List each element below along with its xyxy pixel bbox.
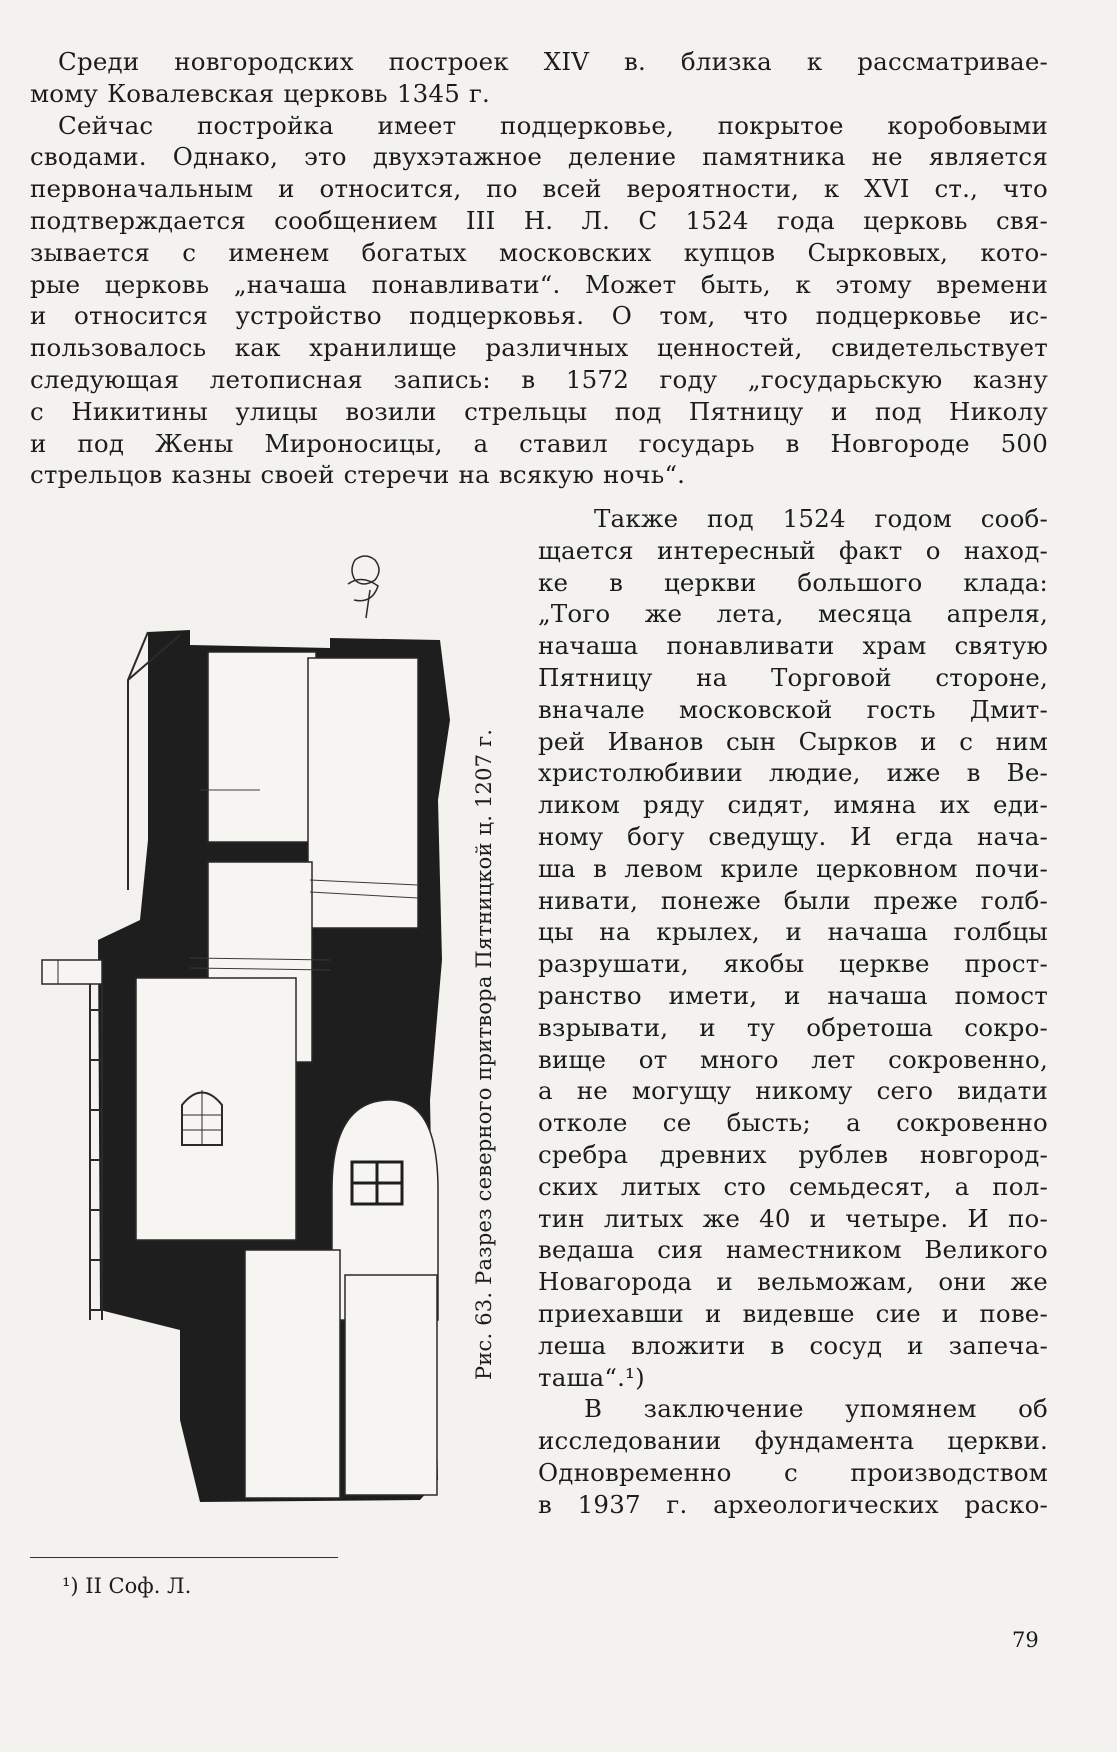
text-line: таша“.¹) <box>538 1362 645 1392</box>
text-line: с Никитины улицы возили стрельцы под Пятницу и под Николу <box>30 396 1048 426</box>
text-line: исследовании фундамента церкви. <box>538 1426 1048 1456</box>
text-line: вначале московской гость Дмит- <box>538 694 1048 724</box>
text-line: христолюбивии людие, иже в Ве- <box>538 758 1048 788</box>
text-line: „Того же лета, месяца апреля, <box>538 599 1048 629</box>
text-line: Новагорода и вельможам, они же <box>538 1267 1048 1297</box>
text-line: Также под 1524 годом сооб- <box>594 504 1048 533</box>
text-line: ша в левом криле церковном почи- <box>538 853 1048 883</box>
text-line: разрушати, якобы церкве прост- <box>538 949 1048 979</box>
text-line: рые церковь „начаша понавливати“. Может быть, к этому времени <box>30 269 1048 299</box>
right-column-text <box>538 503 1048 1521</box>
text-line: сводами. Однако, это двухэтажное деление памятника не является <box>30 142 1048 172</box>
text-line: подтверждается сообщением III Н. Л. С 1524 года церковь свя- <box>30 205 1048 235</box>
text-line: следующая летописная запись: в 1572 году „государьскую казну <box>30 364 1048 394</box>
figure-caption: Рис. 63. Разрез северного притвора Пятницкой ц. 1207 г. <box>472 728 496 1380</box>
text-line: щается интересный факт о наход- <box>538 535 1048 565</box>
text-line: ному богу сведущу. И егда нача- <box>538 821 1048 851</box>
text-line: Сейчас постройка имеет подцерковье, покрытое коробовыми <box>58 110 1048 140</box>
text-line: приехавши и видевше сие и пове- <box>538 1298 1048 1328</box>
top-paragraph <box>30 46 1048 491</box>
text-line: сребра древних рублев новгород- <box>538 1139 1048 1169</box>
text-line: а не могущу никому сего видати <box>538 1076 1048 1106</box>
text-line: вище от много лет сокровенно, <box>538 1044 1048 1074</box>
section-drawing <box>30 540 470 1510</box>
text-line: рей Иванов сын Сырков и с ним <box>538 726 1048 756</box>
text-line: отколе се бысть; а сокровенно <box>538 1108 1048 1138</box>
text-line: нивати, понеже были преже голб- <box>538 885 1048 915</box>
text-line: ке в церкви большого клада: <box>538 567 1048 597</box>
text-line: и под Жены Мироносицы, а ставил государь в Новгороде 500 <box>30 428 1048 458</box>
text-line: стрельцов казны своей стеречи на всякую ночь“. <box>30 460 686 490</box>
text-line: ских литых сто семьдесят, а пол- <box>538 1171 1048 1201</box>
text-line: цы на крылех, и начаша голбцы <box>538 917 1048 947</box>
text-line: зывается с именем богатых московских купцов Сырковых, кото- <box>30 237 1048 267</box>
text-line: Среди новгородских построек XIV в. близка к рассматривае- <box>58 47 1048 76</box>
text-line: начаша понавливати храм святую <box>538 631 1048 661</box>
text-line: мому Ковалевская церковь 1345 г. <box>30 78 491 108</box>
text-line: В заключение упомянем об <box>584 1394 1048 1424</box>
footnote: ¹) II Соф. Л. <box>62 1574 192 1598</box>
text-line: ведаша сия наместником Великого <box>538 1235 1048 1265</box>
text-line: и относится устройство подцерковья. О том, что подцерковье ис- <box>30 301 1048 331</box>
text-line: Одновременно с производством <box>538 1457 1048 1487</box>
footnote-divider <box>30 1557 338 1558</box>
text-line: в 1937 г. археологических раско- <box>538 1489 1048 1519</box>
text-line: пользовалось как хранилище различных ценностей, свидетельствует <box>30 333 1048 363</box>
text-line: ранство имети, и начаша помост <box>538 980 1048 1010</box>
text-line: Пятницу на Торговой стороне, <box>538 662 1048 692</box>
text-line: тин литых же 40 и четыре. И по- <box>538 1203 1048 1233</box>
text-line: леша вложити в сосуд и запеча- <box>538 1330 1048 1360</box>
text-line: первоначальным и относится, по всей вероятности, к XVI ст., что <box>30 174 1048 204</box>
text-line: взрывати, и ту обретоша сокро- <box>538 1012 1048 1042</box>
text-line: ликом ряду сидят, имяна их еди- <box>538 790 1048 820</box>
page-number: 79 <box>1012 1628 1039 1652</box>
